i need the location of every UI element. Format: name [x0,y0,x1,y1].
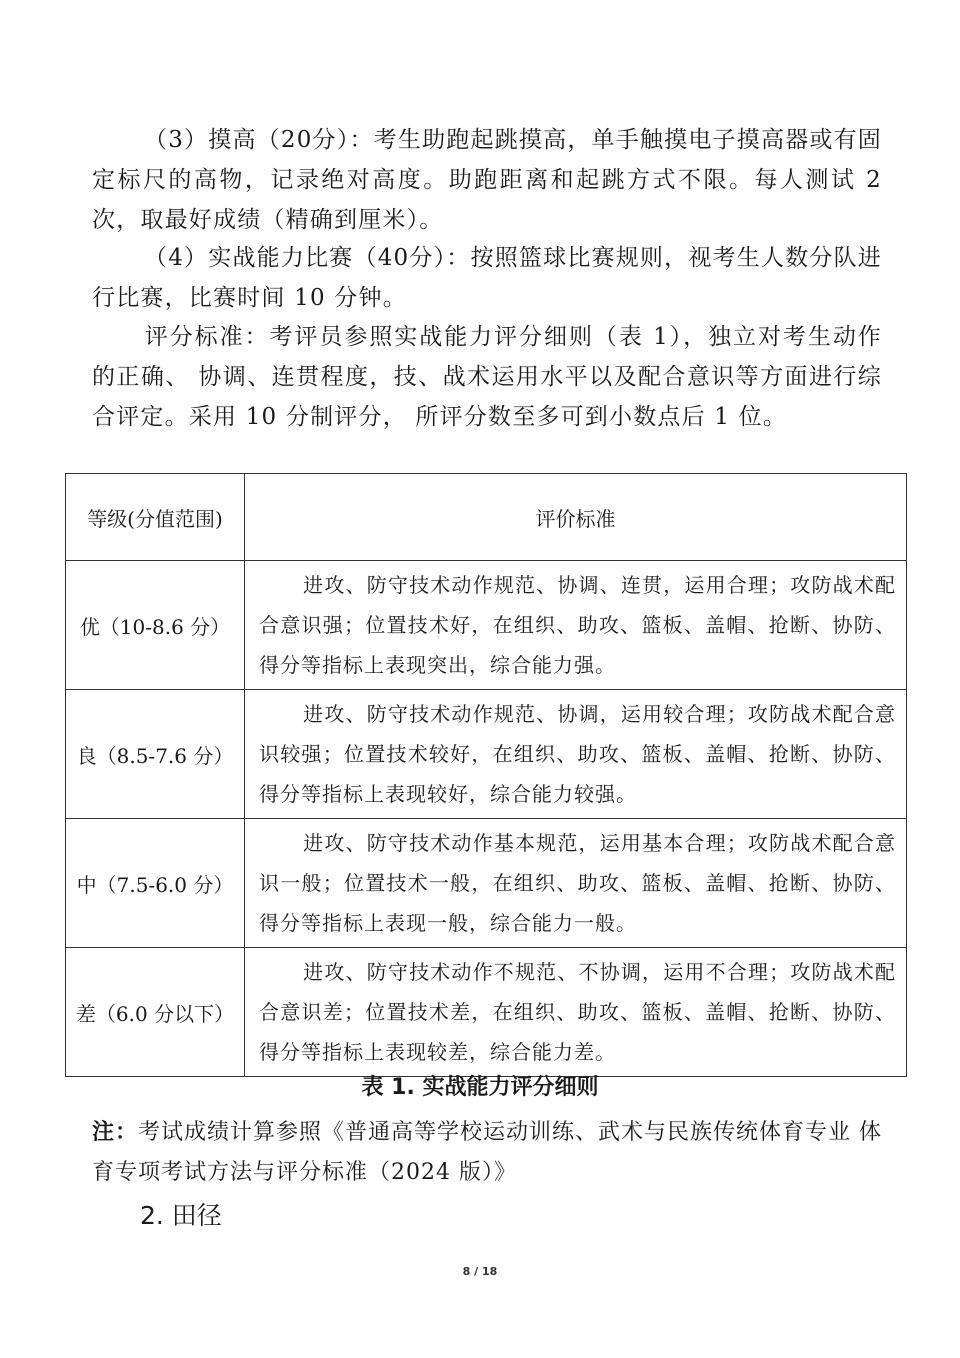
header-criteria: 评价标准 [245,474,907,561]
row-level: 优（10-8.6 分） [66,561,245,690]
paragraph-touch-height [92,120,882,240]
table-row [66,690,907,819]
table-caption: 表 1. 实战能力评分细则 [361,1075,599,1100]
note [92,1113,892,1193]
paragraph-text: （3）摸高（20分）：考生助跑起跳摸高，单手触摸电子摸高器或有固定标尺的高物，记录绝对高度。助跑距离和起跳方式不限。每人测试 2 次，取最好成绩（精确到厘米）。 [92,127,882,233]
table-row [66,819,907,948]
page-number: 8 / 18 [462,1265,498,1278]
grading-table [65,473,907,1077]
row-criteria: 进攻、防守技术动作规范、协调、连贯，运用合理；攻防战术配合意识强；位置技术好，在组织、助攻、篮板、盖帽、抢断、协防、得分等指标上表现突出，综合能力强。 [245,561,907,690]
note-text: 考试成绩计算参照《普通高等学校运动训练、武术与民族传统体育专业 体育专项考试方法与评分标准（2024 版）》 [92,1120,883,1185]
paragraph-text: 评分标准：考评员参照实战能力评分细则（表 1），独立对考生动作的正确、 协调、连贯程度，技、战术运用水平以及配合意识等方面进行综合评定。采用 10 分制评分， 所评分数至多可到小数点后 1 位。 [92,324,882,430]
paragraph-scoring-standard [92,317,882,437]
section-heading: 2. 田径 [140,1201,222,1230]
row-level: 差（6.0 分以下） [66,948,245,1077]
table-header-row [66,474,907,561]
header-level: 等级(分值范围) [66,474,245,561]
row-criteria: 进攻、防守技术动作基本规范，运用基本合理；攻防战术配合意识一般；位置技术一般，在组织、助攻、篮板、盖帽、抢断、协防、得分等指标上表现一般，综合能力一般。 [245,819,907,948]
row-level: 良（8.5-7.6 分） [66,690,245,819]
note-label: 注： [92,1120,139,1145]
paragraph-match [92,238,882,318]
row-criteria: 进攻、防守技术动作不规范、不协调，运用不合理；攻防战术配合意识差；位置技术差，在组织、助攻、篮板、盖帽、抢断、协防、得分等指标上表现较差，综合能力差。 [245,948,907,1077]
row-criteria: 进攻、防守技术动作规范、协调，运用较合理；攻防战术配合意识较强；位置技术较好，在组织、助攻、篮板、盖帽、抢断、协防、得分等指标上表现较好，综合能力较强。 [245,690,907,819]
table-row [66,948,907,1077]
paragraph-text: （4）实战能力比赛（40分）：按照篮球比赛规则，视考生人数分队进行比赛，比赛时间 10 分钟。 [92,245,882,311]
row-level: 中（7.5-6.0 分） [66,819,245,948]
table-row [66,561,907,690]
